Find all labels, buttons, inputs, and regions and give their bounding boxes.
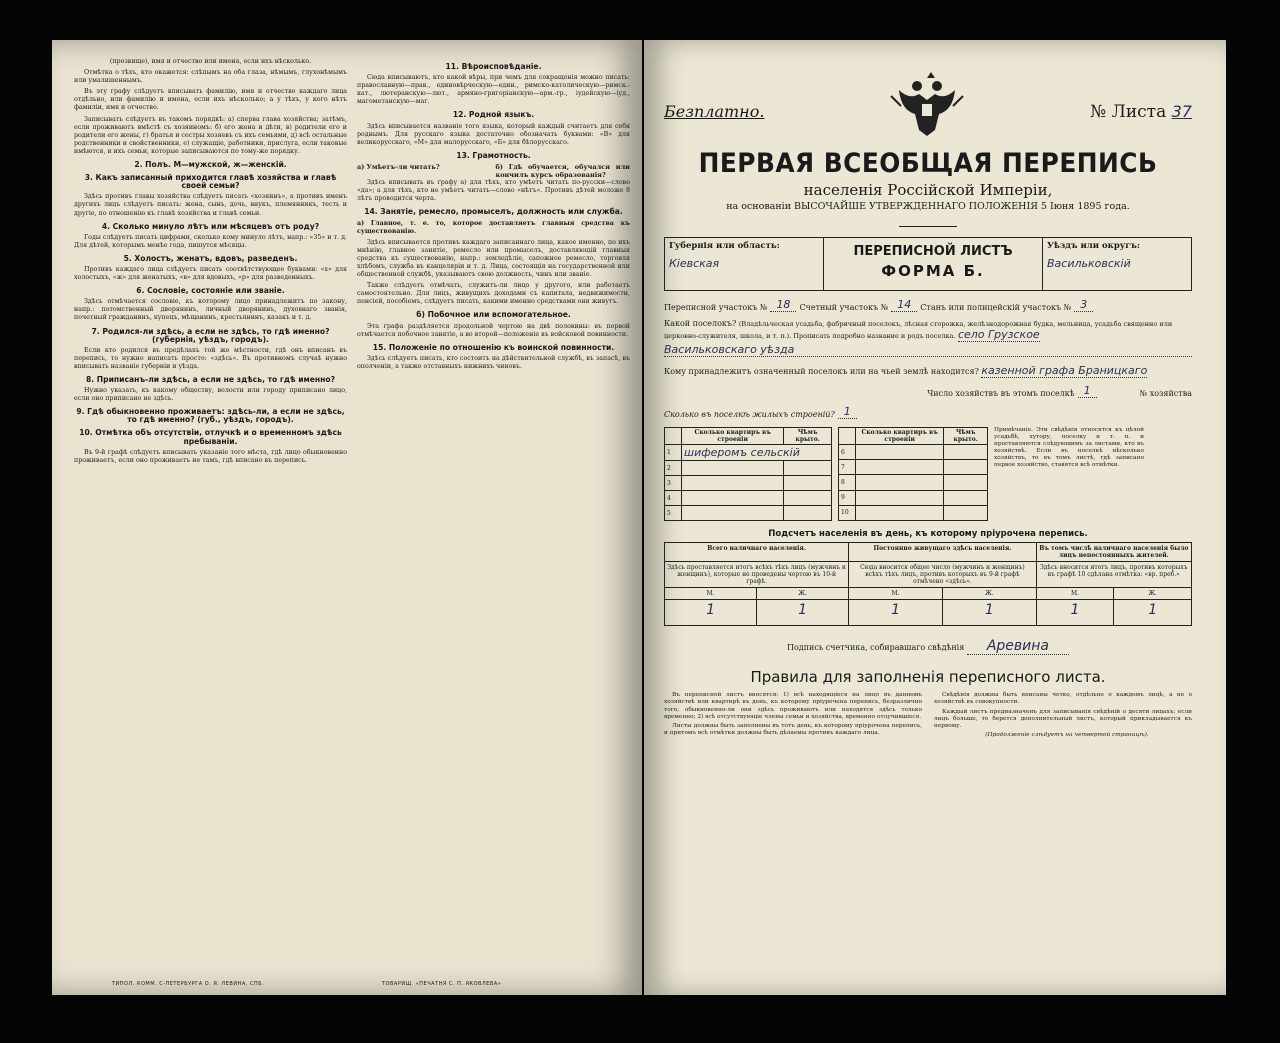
grid-note: Примѣчаніе. Эти свѣдѣнія относятся къ цѣлой усадьбѣ, хутору, поселку и т. п. и проставляются слѣдующимъ за листами, кто въ хозяйствѣ. Если въ поселкѣ нѣсколько хозяйствъ, то въ томъ листѣ, гдѣ записано первое хозяйство, ставятся всѣ отмѣтки.	[994, 427, 1144, 468]
text-block: Сюда вписываютъ, кто какой вѣры, при чемъ для сокращенія можно писать: православную—прав., единовѣрческую—един., римско-католическую—римск.-кат., лютеранскую—лют., армяно-григоріанскую—арм.-гр., іудейскую—іуд., магометанскую—маг.	[357, 74, 630, 106]
text-block: Здѣсь противъ главы хозяйства слѣдуетъ писать «хозяинъ», а противъ именъ другихъ лицъ слѣдуетъ писать: жена, сынъ, дочь, внукъ, племянникъ, тесть и другіе, по отношенію къ главѣ хозяйства и главѣ семьи.	[74, 193, 347, 217]
male-header: М.	[1036, 588, 1114, 600]
section-heading: 7. Родился-ли здѣсь, а если не здѣсь, то гдѣ именно? (губернія, уѣздъ, городъ).	[91, 326, 330, 344]
text-block: Здѣсь вписывается противъ каждаго записаннаго лица, какое именно, по ихъ мнѣнію, главное занятіе, ремесло или промыселъ, доставляющій главныя средства къ существованію, напр.: земледѣліе, сапожное ремесло, торговля хлѣбомъ, служба въ канцеляріи и т. д. Лица, состоящія на государственной или общественной службѣ, указываютъ свою должность, чинъ или званіе.	[357, 238, 630, 279]
count-value: 1	[757, 600, 849, 626]
text-block: Также слѣдуетъ отмѣчать, служитъ-ли лицо у другого, или работаетъ самостоятельно. Для лицъ, живущихъ доходами съ капитала, недвижимости, пенсіей, пособіемъ, слѣдуетъ писать, какими именно средствами они живутъ.	[357, 282, 630, 306]
section-heading: 12. Родной языкъ.	[452, 110, 535, 120]
signature-label: Подпись счетчика, собиравшаго свѣдѣнія	[787, 643, 965, 652]
owner-value: казенной графа Браницкаго	[981, 364, 1148, 377]
sheet-number-label: № Листа	[1090, 102, 1167, 122]
uezd-label: Уѣздъ или округъ:	[1047, 241, 1141, 251]
counting-district-value: 14	[891, 298, 917, 312]
settlement-value-2: Васильковскаго уѣзда	[664, 343, 1192, 357]
count-header: Въ томъ числѣ наличнаго населенія было лицъ непостоянныхъ жителей.	[1036, 543, 1191, 562]
count-value: 1	[849, 600, 943, 626]
police-district-value: 3	[1074, 298, 1093, 312]
buildings-value: 1	[838, 405, 857, 419]
enumerator-signature-line	[664, 638, 1192, 654]
left-page	[52, 40, 642, 995]
households-label: Число хозяйствъ въ этомъ поселкѣ	[927, 389, 1075, 398]
uezd-value: Васильковскій	[1047, 257, 1131, 270]
form-title: ПЕРЕПИСНОЙ ЛИСТЪ	[853, 244, 1013, 259]
divider	[899, 226, 957, 227]
count-value: 1	[942, 600, 1036, 626]
row-number: 5	[665, 506, 682, 521]
sheet-number-value: 37	[1171, 102, 1192, 121]
count-value: 1	[1036, 600, 1114, 626]
population-count-table	[664, 542, 1192, 626]
count-header: Постоянно живущаго здѣсь населенія.	[849, 543, 1036, 562]
section-heading: 14. Занятіе, ремесло, промыселъ, должность или служба.	[364, 207, 623, 217]
district-line	[664, 298, 1192, 312]
text-block: Въ эту графу слѣдуетъ вписывать фамилію, имя и отчество каждаго лица отдѣльно, или фамилію и имена, если ихъ нѣсколько; а у тѣхъ, у кого нѣтъ фамиліи, имя и отчество.	[74, 88, 347, 112]
section-heading: 8. Приписанъ-ли здѣсь, а если не здѣсь, то гдѣ именно?	[85, 375, 336, 384]
page-subtitle-2: на основаніи ВЫСОЧАЙШЕ УТВЕРЖДЕННАГО ПОЛОЖЕНІЯ 5 Іюня 1895 года.	[726, 201, 1130, 212]
male-header: М.	[849, 588, 943, 600]
section-heading: 15. Положеніе по отношенію къ воинской повинности.	[372, 342, 615, 352]
text-block: Противъ каждаго лица слѣдуетъ писать соотвѣтствующее буквами: «х» для холостыхъ, «ж» для женатыхъ, «в» для вдовыхъ, «р» для разведенныхъ.	[74, 265, 347, 282]
grid-header: Чѣмъ крыто.	[784, 428, 832, 445]
count-value: 1	[1114, 600, 1192, 626]
text-block: Здѣсь вписывать въ графу а) для тѣхъ, кто умѣетъ читать по-русски—слово «да»; а для тѣхъ, кто не умѣетъ читать—слово «нѣтъ». Противъ дѣтей моложе 8 лѣтъ проводится черта.	[357, 179, 630, 203]
section-heading: 5. Холостъ, женатъ, вдовъ, разведенъ.	[123, 253, 298, 263]
row-number: 6	[839, 445, 856, 460]
row-number: 7	[839, 460, 856, 475]
form-header-box	[664, 237, 1192, 291]
subsection-heading: б) Гдѣ обучается, обучался или кончилъ курсъ образованія?	[495, 162, 630, 180]
text-block: Годы слѣдуетъ писать цифрами, сколько кому минуло лѣтъ, напр.: «35» и т. д. Для дѣтей, которымъ менѣе года, пишутся мѣсяцы.	[74, 233, 347, 249]
row-number: 1	[665, 445, 682, 461]
text-block: Здѣсь вписывается названіе того языка, который каждый считаетъ для себя роднымъ. Для русскаго языка достаточно обозначать буквами: «В» для великорусскаго, «М» для малорусскаго, «Б» для бѣлорусскаго.	[357, 122, 630, 146]
sheet-number	[1090, 102, 1192, 122]
buildings-label: Сколько въ поселкѣ жилыхъ строеній?	[664, 410, 835, 419]
section-heading: 6. Сословіе, состояніе или званіе.	[136, 286, 285, 296]
row-number: 8	[839, 475, 856, 490]
rules-title: Правила для заполненія переписного листа.	[750, 668, 1106, 686]
text-block: Эта графа раздѣляется продольной чертою на двѣ половины: въ первой отмѣчается побочное занятіе, а во второй—положеніе въ войсковой повинности.	[357, 322, 630, 338]
settlement-note: (Владѣльческая усадьба, фабричный поселокъ, лѣсная сторожка, желѣзнодорожная будка, мельница, усадьба священно или церковно-служителя, школа, и т. п.). Прописать подробно название и родъ поселка.	[664, 320, 1173, 340]
census-district-label: Переписной участокъ №	[664, 303, 768, 312]
text-block: (прозвище), имя и отчество или имена, если ихъ нѣсколько.	[109, 58, 312, 65]
printer-imprint: ТОВАРИЩ. «ПЕЧАТНЯ С. П. ЯКОВЛЕВА»	[382, 981, 502, 987]
counting-district-label: Счетный участокъ №	[799, 303, 889, 312]
text-block: Если кто родился въ предѣлахъ той же мѣстности, гдѣ онъ вписанъ въ перепись, то нужно написать просто: «здѣсь». Въ противномъ случаѣ нужно вписывать названіе губерніи и уѣзда.	[74, 346, 347, 370]
text-block: Въ 9-й графѣ слѣдуетъ вписывать указаніе того мѣста, гдѣ лицо обыкновенно проживаетъ, если оно проживаетъ не тамъ, гдѣ вписано въ перепись.	[74, 448, 347, 464]
row-number: 2	[665, 461, 682, 476]
count-header: Всего наличнаго населенія.	[665, 543, 849, 562]
count-description: Сюда вносится общее число (мужчинъ и женщинъ) всѣхъ тѣхъ лицъ, противъ которыхъ въ 9-й графѣ отмѣчено «здѣсь».	[849, 562, 1036, 588]
buildings-table-2	[838, 427, 988, 521]
count-description: Здѣсь проставляется итогъ всѣхъ тѣхъ лицъ (мужчинъ и женщинъ), которые не проведены чертою въ 10-й графѣ.	[665, 562, 849, 588]
signature-value: Аревина	[967, 638, 1069, 655]
gubernia-value: Кіевская	[669, 257, 720, 270]
grid-header: Чѣмъ крыто.	[944, 428, 988, 445]
subsection-heading: а) Умѣетъ-ли читать?	[357, 162, 440, 171]
police-district-label: Станъ или полицейскій участокъ №	[920, 303, 1072, 312]
section-heading: 3. Какъ записанный приходится главѣ хозяйства и главѣ своей семьи?	[84, 173, 337, 191]
section-heading: 13. Грамотность.	[456, 150, 531, 160]
row-number: 10	[839, 505, 856, 520]
section-heading: 4. Сколько минуло лѣтъ или мѣсяцевъ отъ роду?	[101, 221, 320, 231]
settlement-label: Какой поселокъ?	[664, 319, 737, 328]
double-headed-eagle-icon	[889, 70, 965, 140]
building-entry: шиферомъ сельскій	[682, 445, 832, 461]
count-value: 1	[665, 600, 757, 626]
grid-header: Сколько квартиръ въ строеніи	[682, 428, 784, 445]
row-number: 3	[665, 476, 682, 491]
count-description: Здѣсь вносится итогъ лицъ, противъ которыхъ въ графѣ 10 сдѣлана отмѣтка: «вр. преб.»	[1036, 562, 1191, 588]
census-district-value: 18	[770, 298, 796, 312]
female-header: Ж.	[1114, 588, 1192, 600]
buildings-table	[664, 427, 832, 521]
text-block: Въ переписной листъ вносятся: 1) всѣ находящіеся на лицо въ данномъ хозяйствѣ или квартирѣ въ день, къ которому пріурочена перепись, безразлично того, обыкновенно-ли они здѣсь проживаютъ или находятся здѣсь только временно; 2) всѣ отсутствующіе члены семьи и хозяйства, временно отлучившіеся.	[664, 692, 922, 720]
text-block: Каждый листъ предназначенъ для записыванія свѣдѣній о десяти лицахъ; если лицъ больше, то берется дополнительный листъ, который прикладывается къ первому.	[934, 708, 1192, 730]
printer-imprint: ТИПОЛ. КОММ. С-ПЕТЕРБУРГА О. Я. ЛЕВИНА, СПБ.	[112, 981, 265, 987]
household-number-label: № хозяйства	[1139, 389, 1192, 398]
settlement-value: село Грузское	[957, 328, 1040, 341]
form-code: ФОРМА Б.	[881, 262, 985, 280]
section-heading: 10. Отмѣтка объ отсутствіи, отлучкѣ и о временномъ здѣсь пребываніи.	[79, 428, 342, 446]
owner-line	[664, 364, 1192, 377]
grid-header: Сколько квартиръ въ строеніи	[856, 428, 944, 445]
households-line	[664, 384, 1192, 398]
left-column-1	[74, 58, 347, 938]
text-block: Здѣсь отмѣчается сословіе, къ которому лицо принадлежитъ по закону, напр.: потомственный дворянинъ, личный дворянинъ, духовнаго званія, почетный гражданинъ, купецъ, мѣщанинъ, крестьянинъ, казакъ и т. д.	[74, 298, 347, 322]
text-block: Листы должны быть заполнены въ тотъ день, къ которому пріурочена перепись, и притомъ всѣ отмѣтки должны быть дѣлаемы противъ каждаго лица.	[664, 723, 922, 737]
owner-label: Кому принадлежитъ означенный поселокъ или на чьей землѣ находится?	[664, 367, 979, 376]
subsection-heading: а) Главное, т. е. то, которое доставляетъ главныя средства къ существованію.	[357, 219, 630, 235]
left-column-2	[357, 58, 630, 938]
section-heading: 9. Гдѣ обыкновенно проживаетъ: здѣсь-ли, а если не здѣсь, то гдѣ именно? (губ., уѣздъ, городъ).	[76, 407, 345, 425]
subsection-heading: б) Побочное или вспомогательное.	[416, 310, 571, 320]
row-number: 9	[839, 490, 856, 505]
settlement-line	[664, 319, 1192, 357]
buildings-line	[664, 405, 1192, 419]
male-header: М.	[665, 588, 757, 600]
section-heading: 11. Вѣроисповѣданіе.	[445, 62, 542, 71]
text-block: Записывать слѣдуетъ въ такомъ порядкѣ: а) сперва глава хозяйства; затѣмъ, если проживаютъ вмѣстѣ съ хозяиномъ: б) его жена и дѣти, в) родители его и родители его жены, г) братья и сестры хозяевъ съ ихъ семьями, д) всѣ остальные родственники и свойственники, е) служащіе, работники, прислуга, если таковые имѣются, и ихъ семьи, которые записываются по тому-же порядку.	[74, 115, 347, 155]
continued-note: (Продолженіе слѣдуетъ на четвертой страницѣ).	[985, 732, 1149, 739]
text-block: Свѣдѣнія должны быть вписаны четко, отдѣльно о каждомъ лицѣ, а не о хозяйствѣ въ совокупности.	[934, 692, 1192, 706]
buildings-grid-area	[664, 427, 1192, 521]
rules-text	[664, 692, 1192, 742]
page-subtitle: населенія Россійской Имперіи,	[803, 181, 1053, 199]
text-block: Нужно указать, къ какому обществу, волости или городу приписано лицо, если оно приписано не здѣсь.	[74, 387, 347, 403]
section-heading: 2. Полъ. М—мужской, ж—женскій.	[134, 160, 287, 170]
gubernia-label: Губернія или область:	[669, 241, 780, 251]
female-header: Ж.	[942, 588, 1036, 600]
page-title: ПЕРВАЯ ВСЕОБЩАЯ ПЕРЕПИСЬ	[698, 148, 1158, 179]
text-block: Отмѣтка о тѣхъ, кто окажется: слѣпымъ на оба глаза, нѣмымъ, глухонѣмымъ или умалишеннымъ.	[74, 69, 347, 85]
right-page	[644, 40, 1226, 995]
free-label: Безплатно.	[664, 102, 765, 121]
text-block: Здѣсь слѣдуетъ писать, кто состоитъ на дѣйствительной службѣ, въ запасѣ, въ ополченіи, а также отставныхъ нижнихъ чиновъ.	[357, 354, 630, 370]
row-number: 4	[665, 491, 682, 506]
female-header: Ж.	[757, 588, 849, 600]
households-value: 1	[1078, 384, 1097, 398]
population-count-title: Подсчетъ населенія въ день, къ которому пріурочена перепись.	[768, 529, 1088, 539]
